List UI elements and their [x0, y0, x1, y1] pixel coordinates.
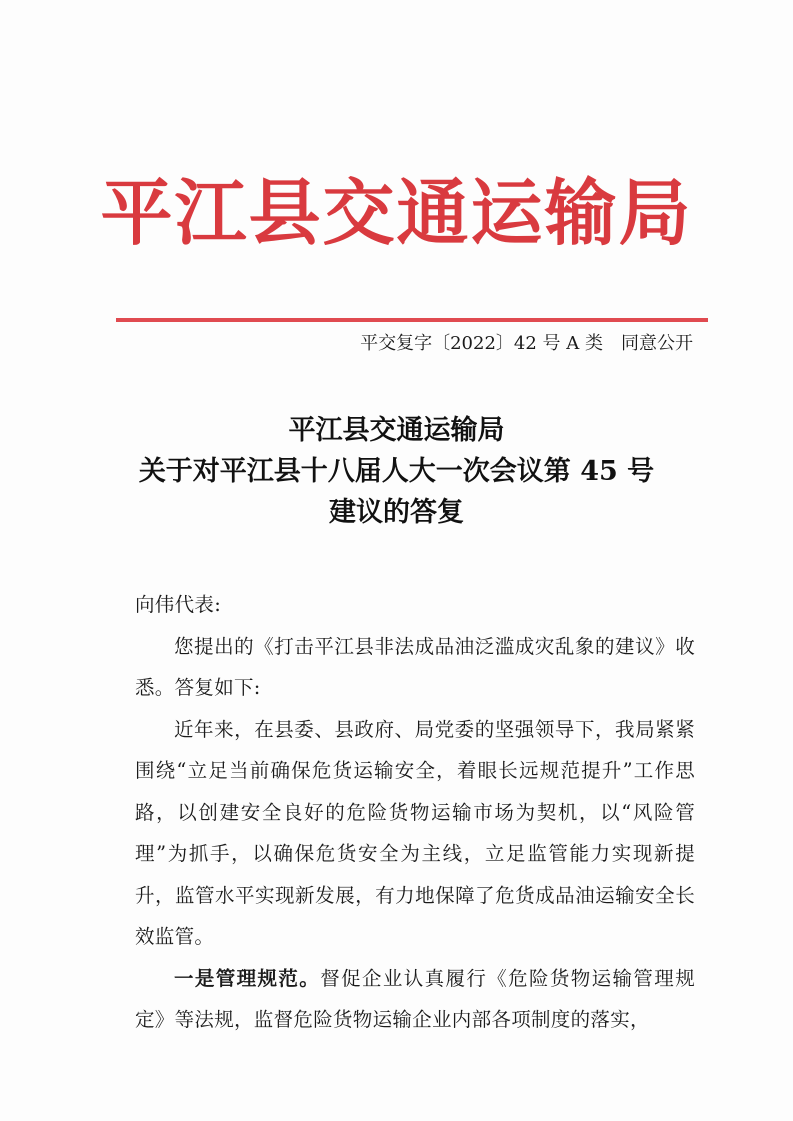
salutation: 向伟代表:: [135, 593, 222, 616]
paragraph-lead-heading: 一是管理规范。: [174, 966, 321, 990]
paragraph-overview: 近年来，在县委、县政府、局党委的坚强领导下，我局紧紧围绕“立足当前确保危货运输安全，着眼长远规范提升”工作思路，以创建安全良好的危险货物运输市场为契机，以“风险管理”为抓手，以确保危货安全为主线，立足监管能力实现新提升，监管水平实现新发展，有力地保障了危货成品油运输安全长效监管。: [135, 717, 695, 948]
paragraph-management-text: 督促企业认真履行《危险货物运输管理规定》等法规，监督危险货物运输企业内部各项制度的落实，: [135, 966, 695, 1031]
document-body: [135, 584, 695, 1041]
issuing-authority-header: 平江县交通运输局: [100, 170, 693, 255]
paragraph-acknowledgement: 您提出的《打击平江县非法成品油泛滥成灾乱象的建议》收悉。答复如下:: [135, 634, 695, 699]
title-line-1: 平江县交通运输局: [288, 415, 505, 446]
red-separator-line: [116, 318, 708, 322]
paragraph-management: [135, 958, 695, 1041]
title-line-2: 关于对平江县十八届人大一次会议第 45 号: [138, 456, 655, 487]
title-line-3: 建议的答复: [329, 497, 464, 528]
document-title: [0, 410, 793, 533]
document-number: 平交复字〔2022〕42 号 A 类 同意公开: [360, 333, 693, 354]
